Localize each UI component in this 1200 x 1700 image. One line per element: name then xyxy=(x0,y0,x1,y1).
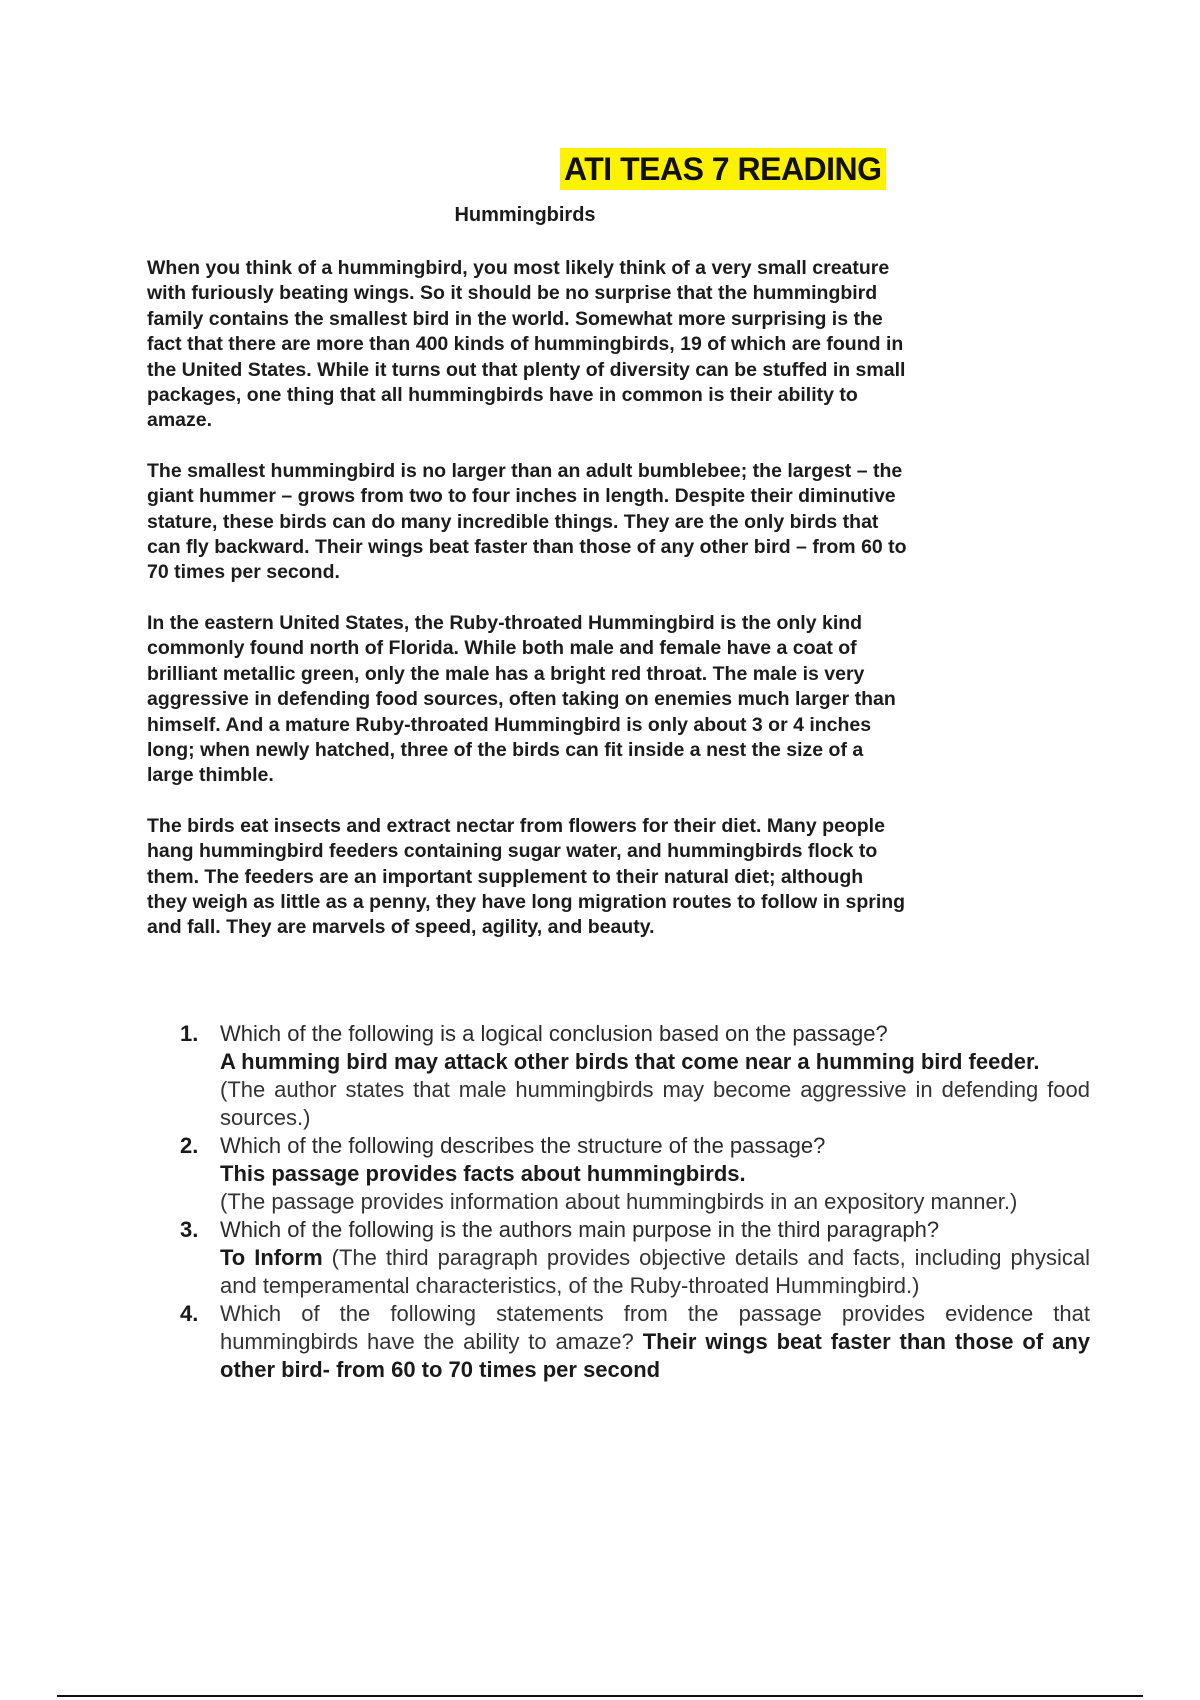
question-answer: To Inform xyxy=(220,1245,323,1270)
passage-title: Hummingbirds xyxy=(454,204,596,226)
question-number: 3. xyxy=(180,1217,199,1242)
passage-paragraph-2: The smallest hummingbird is no larger than an adult bumblebee; the largest – the giant hummer – grows from two to four inches in length. Despite their diminutive stature, these birds can do many incredible things. They are the only birds that can fly backward. Their wings beat faster than those of any other bird – from 60 to 70 times per second. xyxy=(147,459,907,584)
question-list xyxy=(180,1020,1090,1384)
question-number: 2. xyxy=(180,1133,199,1158)
question-number: 1. xyxy=(180,1021,199,1046)
question-item-4 xyxy=(180,1300,1090,1384)
question-explanation: (The passage provides information about hummingbirds in an expository manner.) xyxy=(220,1189,1018,1214)
reading-passage xyxy=(147,256,907,966)
question-item-3 xyxy=(180,1216,1090,1300)
question-explanation: (The third paragraph provides objective details and facts, including physical and temperamental characteristics, of the Ruby-throated Hummingbird.) xyxy=(220,1245,1090,1298)
question-answer: This passage provides facts about hummingbirds. xyxy=(220,1161,746,1186)
passage-paragraph-4: The birds eat insects and extract nectar from flowers for their diet. Many people hang hummingbird feeders containing sugar water, and hummingbirds flock to them. The feeders are an important supplement to their natural diet; although they weigh as little as a penny, they have long migration routes to follow in spring and fall. They are marvels of speed, agility, and beauty. xyxy=(147,814,906,939)
question-text: Which of the following is the authors main purpose in the third paragraph? xyxy=(220,1217,940,1242)
question-answer-with-explanation xyxy=(220,1244,1090,1300)
passage-paragraph-3: In the eastern United States, the Ruby-throated Hummingbird is the only kind commonly found north of Florida. While both male and female have a coat of brilliant metallic green, only the male has a bright red throat. The male is very aggressive in defending food sources, often taking on enemies much larger than himself. And a mature Ruby-throated Hummingbird is only about 3 or 4 inches long; when newly hatched, three of the birds can fit inside a nest the size of a large thimble. xyxy=(147,611,896,787)
question-item-2 xyxy=(180,1132,1090,1216)
question-text-with-answer xyxy=(220,1300,1090,1384)
question-answer: Their wings beat faster than those of any other bird- from 60 to 70 times per second xyxy=(220,1329,1090,1382)
document-title-container xyxy=(560,148,900,192)
question-explanation: (The author states that male hummingbirds may become aggressive in defending food sources.) xyxy=(220,1077,1090,1130)
question-number: 4. xyxy=(180,1301,199,1326)
question-text: Which of the following describes the structure of the passage? xyxy=(220,1133,826,1158)
document-title: ATI TEAS 7 READING xyxy=(560,148,886,190)
question-answer: A humming bird may attack other birds that come near a humming bird feeder. xyxy=(220,1049,1040,1074)
passage-paragraph-1: When you think of a hummingbird, you most likely think of a very small creature with furiously beating wings. So it should be no surprise that the hummingbird family contains the smallest bird in the world. Somewhat more surprising is the fact that there are more than 400 kinds of hummingbirds, 19 of which are found in the United States. While it turns out that plenty of diversity can be stuffed in small packages, one thing that all hummingbirds have in common is their ability to amaze. xyxy=(147,257,906,432)
footer-divider xyxy=(57,1695,1143,1697)
question-text: Which of the following statements from the passage provides evidence that hummingbirds have the ability to amaze? xyxy=(220,1301,1090,1354)
question-item-1 xyxy=(180,1020,1090,1132)
question-text: Which of the following is a logical conclusion based on the passage? xyxy=(220,1021,888,1046)
